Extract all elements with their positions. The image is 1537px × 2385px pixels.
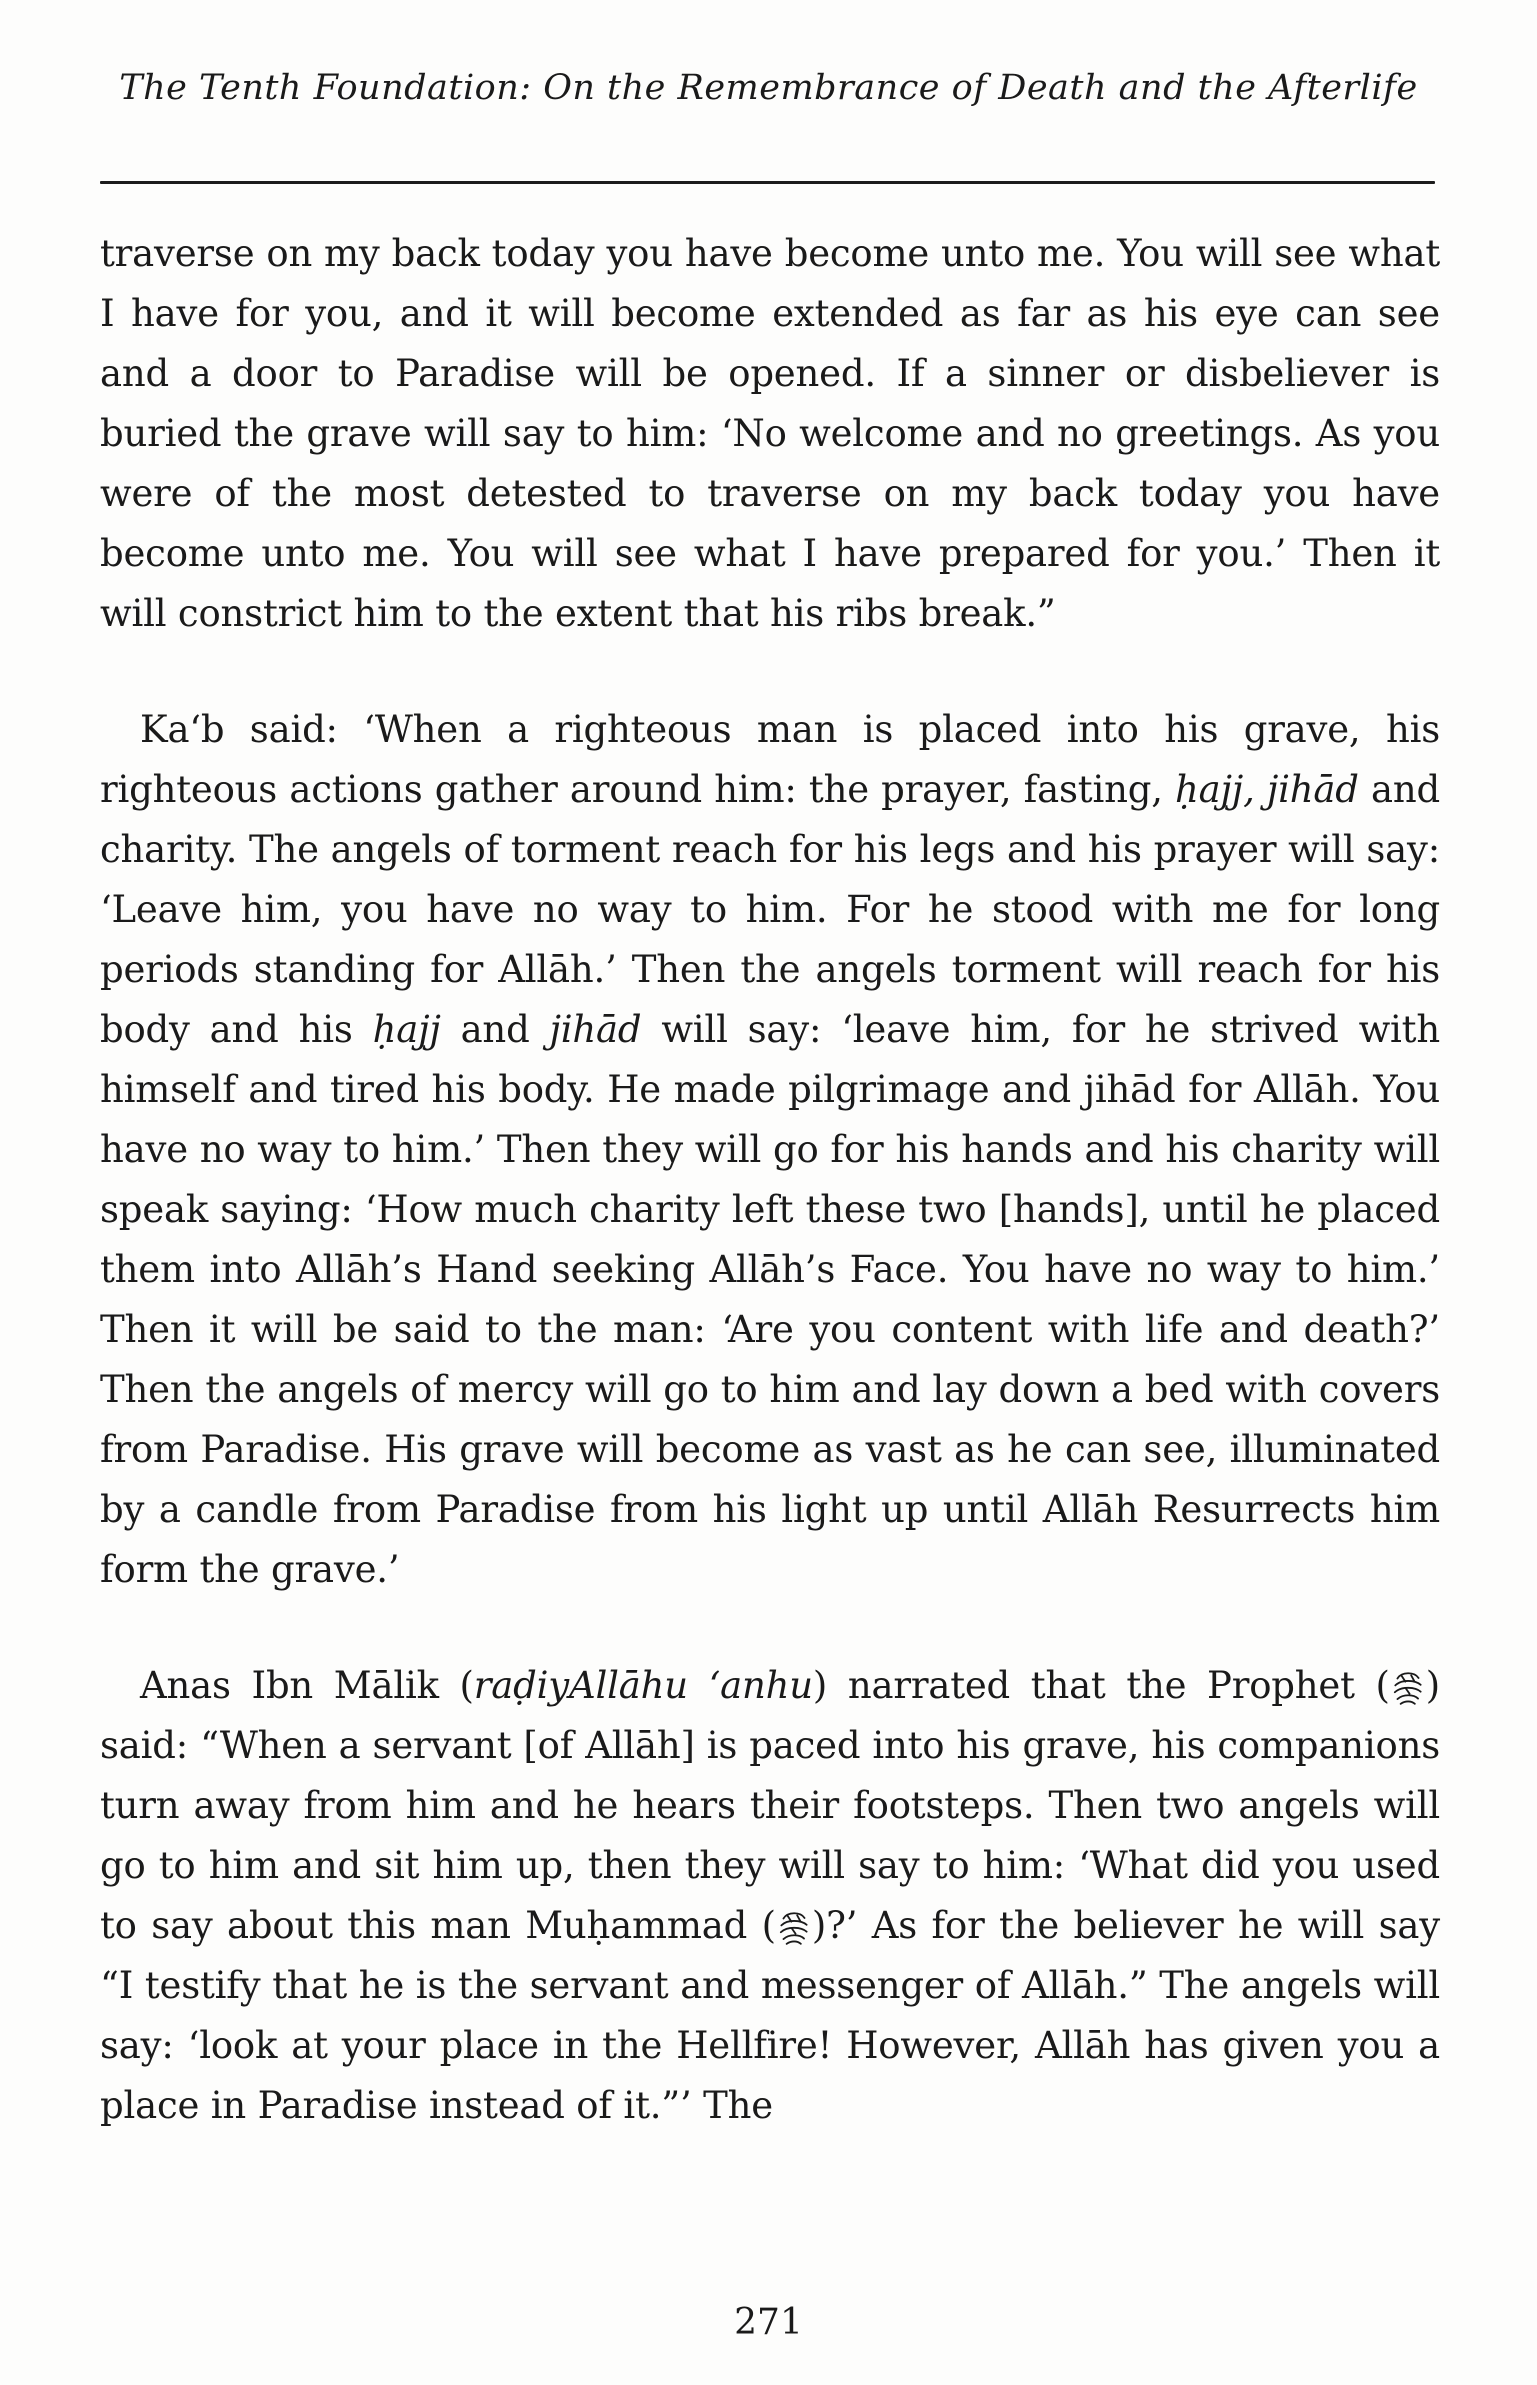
text-body — [100, 224, 1440, 2136]
text-run: will say: ‘leave him, for he strived with himself and tired his body. He made pilgrimage and jihād for Allāh. You have no way to him.’ Then they will go for his hands and his charity will speak saying: ‘How much charity left these two [hands], until he placed them into Allāh’s Hand seeking Allāh’s Face. You have no way to him.’ Then it will be said to the man: ‘Are you content with life and death?’ Then the angels of mercy will go to him and lay down a bed with covers from Paradise. His grave will become as vast as he can see, illuminated by a candle from Paradise from his light up until Allāh Resurrects him form the grave.’ — [100, 1008, 1440, 1591]
header-rule — [100, 181, 1435, 184]
italic-text-run: raḍiyAllāhu ‘anhu — [473, 1664, 813, 1707]
text-run: and — [440, 1008, 550, 1051]
sallallahu-alayhi-wa-sallam-calligraphy-icon — [1391, 1669, 1425, 1707]
text-run: and charity. The angels of torment reach for his legs and his prayer will say: ‘Leave him, you have no way to him. For he stood with me for long periods standing for Allāh.’ Then the angels torment will reach for his body and his — [100, 768, 1440, 1051]
text-run: ) narrated that the Prophet ( — [812, 1664, 1390, 1707]
chapter-title: The Tenth Foundation: On the Remembrance of Death and the Afterlife — [119, 68, 1418, 108]
paragraph — [100, 224, 1440, 644]
paragraph — [100, 700, 1440, 1600]
italic-text-run: jihād — [549, 1008, 642, 1051]
italic-text-run: ḥajj — [372, 1008, 441, 1051]
sallallahu-alayhi-wa-sallam-calligraphy-icon — [777, 1909, 811, 1947]
text-run: Anas Ibn Mālik ( — [140, 1664, 474, 1707]
running-header — [100, 66, 1437, 112]
text-run: )?’ As for the believer he will say “I testify that he is the servant and messenger of Allāh.” The angels will say: ‘look at your place in the Hellfire! However, Allāh has given you a place in Paradise instead of it.”’ The — [100, 1904, 1440, 2127]
italic-text-run: ḥajj, jihād — [1175, 768, 1359, 811]
text-run: Ka‘b said: ‘When a righteous man is placed into his grave, his righteous actions gather around him: the prayer, fasting, — [100, 708, 1440, 811]
text-run: ) said: “When a servant [of Allāh] is paced into his grave, his companions turn away from him and he hears their footsteps. Then two angels will go to him and sit him up, then they will say to him: ‘What did you used to say about this man Muḥammad ( — [100, 1664, 1440, 1947]
paragraph — [100, 1656, 1440, 2136]
page-number: 271 — [734, 2302, 803, 2343]
text-run: traverse on my back today you have become unto me. You will see what I have for you, and it will become extended as far as his eye can see and a door to Paradise will be opened. If a sinner or disbeliever is buried the grave will say to him: ‘No welcome and no greetings. As you were of the most detested to traverse on my back today you have become unto me. You will see what I have prepared for you.’ Then it will constrict him to the extent that his ribs break.” — [100, 232, 1440, 635]
